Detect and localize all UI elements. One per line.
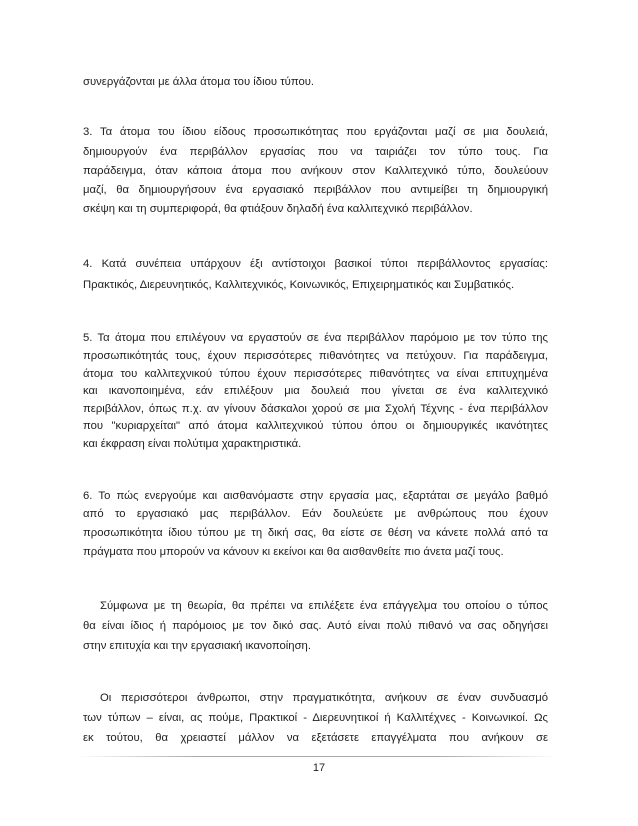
page-number: 17 — [312, 762, 326, 774]
paragraph-point-6 — [83, 487, 548, 562]
text-line: θα είναι ίδιος ή παρόμοιος με τον δικό σας. Αυτό είναι πολύ πιθανό να σας οδηγήσει — [83, 620, 548, 632]
text-line: άτομα του καλλιτεχνικού τύπου έχουν περισσότερες πιθανότητες να είναι επιτυχημένα — [83, 367, 548, 380]
text-line: εκ τούτου, θα χρειαστεί μάλλον να εξετάσετε επαγγέλματα που ανήκουν σε — [83, 732, 548, 744]
text-line: 5. Τα άτομα που επιλέγουν να εργαστούν σε ένα περιβάλλον παρόμοιο με τον τύπο της — [83, 332, 548, 345]
text-line: 6. Το πώς ενεργούμε και αισθανόμαστε στην εργασία μας, εξαρτάται σε μεγάλο βαθμό — [83, 489, 548, 502]
text-line: Οι περισσότεροι άνθρωποι, στην πραγματικότητα, ανήκουν σε έναν συνδυασμό — [100, 692, 548, 704]
text-line: και ικανοποιημένα, εάν επιλέξουν μια δουλειά που γίνεται σε ένα καλλιτεχνικό — [83, 385, 548, 398]
text-line: προσωπικότητάς τους, έχουν περισσότερες πιθανότητες να πετύχουν. Για παράδειγμα, — [83, 349, 548, 362]
text-line: 3. Τα άτομα του ίδιου είδους προσωπικότητας που εργάζονται μαζί σε μια δουλειά, — [83, 126, 548, 139]
text-line: προσωπικότητα ίδιου τύπου με τη δική σας, θα είστε σε θέση να κάνετε πολλά από τα — [83, 527, 548, 539]
text-line: μαζί, θα δημιουργήσουν ένα εργασιακό περιβάλλον που αντιμείβει τη δημιουργική — [83, 184, 548, 197]
text-line: από το εργασιακό μας περιβάλλον. Εάν δουλεύετε με ανθρώπους που έχουν — [83, 508, 548, 521]
text-line: των τύπων – είναι, ας πούμε, Πρακτικοί - Διερευνητικοί ή Καλλιτέχνες - Κοινωνικοί. Ως — [83, 712, 548, 724]
text-line: στην επιτυχία και την εργασιακή ικανοποίηση. — [83, 640, 311, 652]
footer-rule — [78, 756, 558, 757]
paragraph-point-3 — [83, 123, 548, 219]
paragraph-continuation — [83, 73, 548, 92]
text-line: παράδειγμα, όταν κάποια άτομα που ανήκουν στον Καλλιτεχνικό τύπο, δουλεύουν — [83, 164, 548, 177]
text-line: περιβάλλον, όπως π.χ. αν γίνουν δάσκαλοι χορού σε μια Σχολή Τέχνης - ένα περιβάλλον — [83, 402, 548, 415]
text-line: και έκφραση είναι πολύτιμα χαρακτηριστικά. — [83, 438, 302, 451]
text-line: συνεργάζονται με άλλα άτομα του ίδιου τύπου. — [83, 75, 315, 88]
text-line: Σύμφωνα με τη θεωρία, θα πρέπει να επιλέξετε ένα επάγγελμα του οποίου ο τύπος — [100, 600, 548, 612]
text-line: που "κυριαρχείται" από άτομα καλλιτεχνικού τύπου όπου οι δημιουργικές ικανότητες — [83, 420, 548, 433]
paragraph-theory — [83, 596, 548, 656]
text-line: δημιουργούν ένα περιβάλλον εργασίας που να ταιριάζει τον τύπο τους. Για — [83, 145, 548, 158]
paragraph-point-5 — [83, 330, 548, 454]
text-line: Πρακτικός, Διερευνητικός, Καλλιτεχνικός, Κοινωνικός, Επιχειρηματικός και Συμβατικός. — [83, 278, 515, 291]
paragraph-point-4 — [83, 254, 548, 296]
text-line: σκέψη και τη συμπεριφορά, θα φτιάξουν δηλαδή ένα καλλιτεχνικό περιβάλλον. — [83, 203, 473, 216]
text-line: πράγματα που μπορούν να κάνουν κι εκείνοι και θα αισθανθείτε πιο άνετα μαζί τους. — [83, 545, 504, 558]
paragraph-combination — [83, 688, 548, 748]
text-line: 4. Κατά συνέπεια υπάρχουν έξι αντίστοιχοι βασικοί τύποι περιβάλλοντος εργασίας: — [83, 257, 548, 270]
